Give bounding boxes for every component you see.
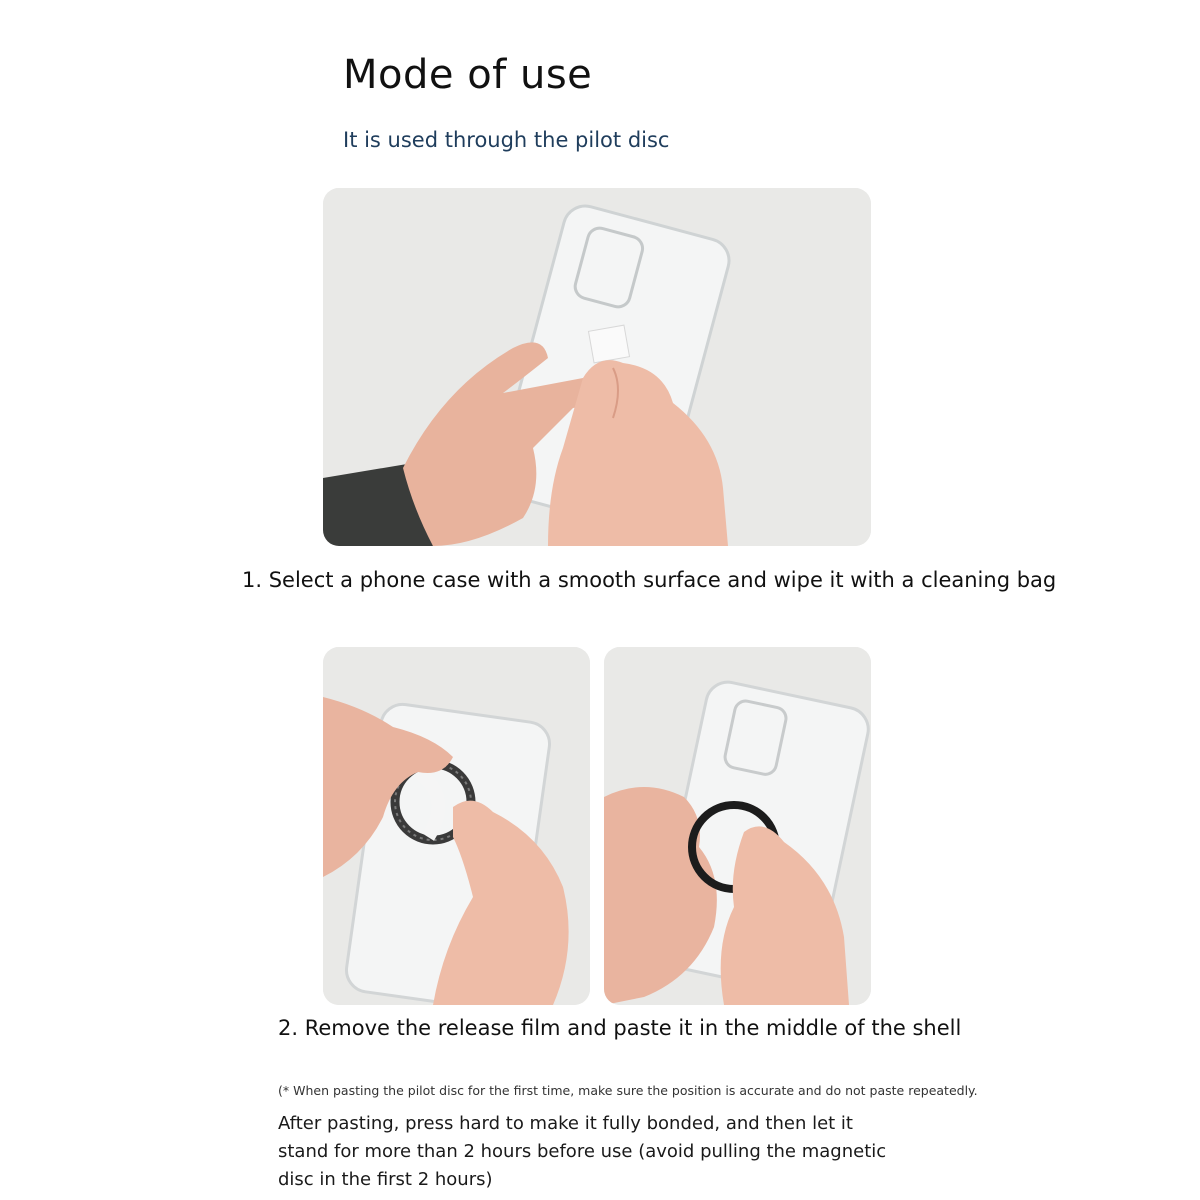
step-1-caption: 1. Select a phone case with a smooth surface and wipe it with a cleaning bag bbox=[242, 568, 1057, 592]
step-2-caption: 2. Remove the release film and paste it in the middle of the shell bbox=[278, 1016, 962, 1040]
step-1-photo bbox=[323, 188, 871, 546]
page-subtitle: It is used through the pilot disc bbox=[343, 128, 670, 152]
bonding-instruction: After pasting, press hard to make it fully bonded, and then let it stand for more than 2 hours before use (avoid pulling the magnetic disc in the first 2 hours) bbox=[278, 1113, 887, 1190]
page-title: Mode of use bbox=[343, 52, 593, 98]
first-time-note: (* When pasting the pilot disc for the first time, make sure the position is accurate and do not paste repeatedly. bbox=[278, 1083, 978, 1098]
step-2-photo-remove-film bbox=[323, 647, 590, 1005]
step-2-photo-paste-ring bbox=[604, 647, 871, 1005]
